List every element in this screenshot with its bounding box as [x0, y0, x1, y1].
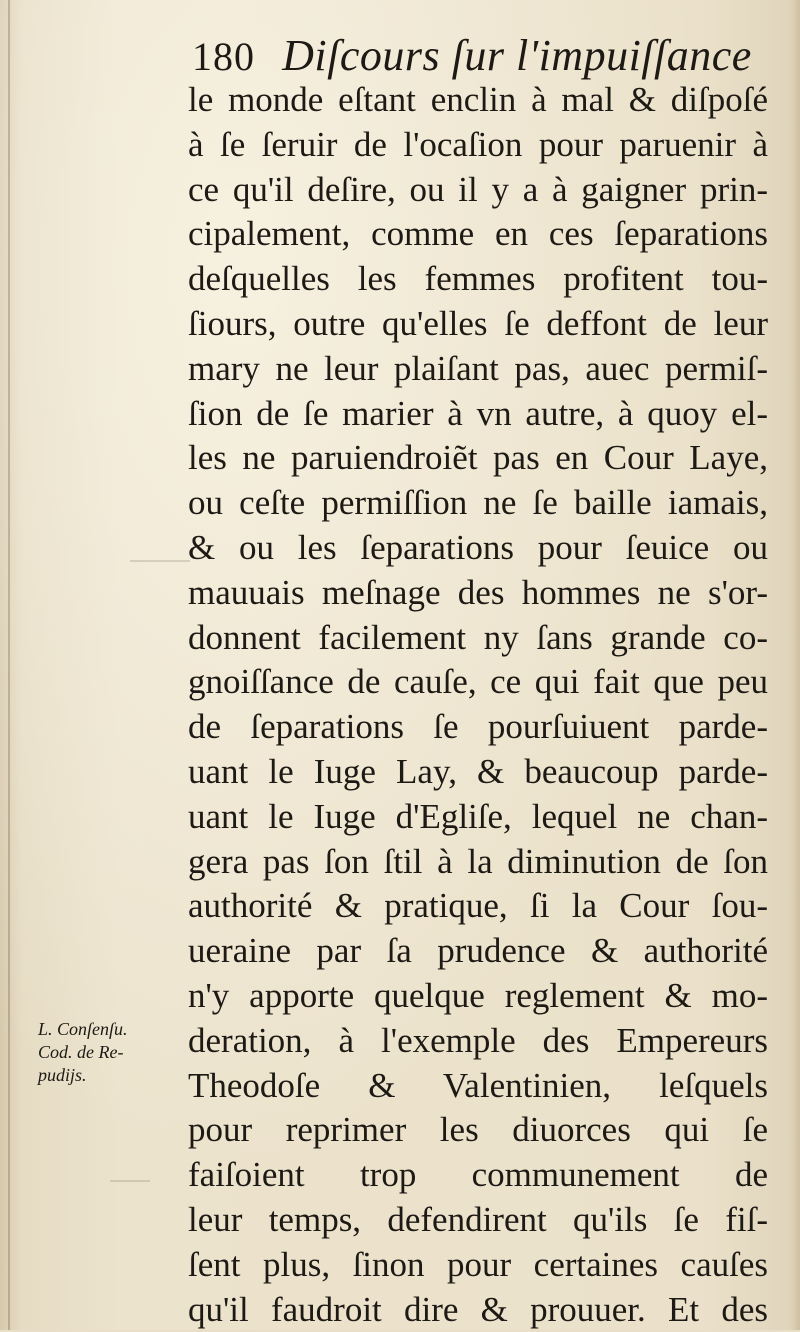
text-line: qu'il faudroit dire & prouuer. Et des: [188, 1289, 768, 1329]
ink-bleed-mark: [130, 560, 190, 562]
text-line: deſquelles les femmes profitent tou-: [188, 259, 768, 299]
text-line: mauuais meſnage des hommes ne s'or-: [188, 572, 768, 612]
text-line: leur temps, defendirent qu'ils ſe fiſ-: [188, 1199, 768, 1239]
text-line: de ſeparations ſe pourſuiuent parde-: [188, 707, 768, 747]
text-line: ſent plus, ſinon pour certaines cauſes: [188, 1244, 768, 1284]
page-number: 180: [192, 34, 255, 79]
text-line: ou ceſte permiſſion ne ſe baille iamais,: [188, 483, 768, 523]
text-line: pour reprimer les diuorces qui ſe: [188, 1110, 768, 1150]
text-line: authorité & pratique, ſi la Cour ſou-: [188, 886, 768, 926]
running-title: Diſcours ſur l'impuiſſance: [282, 31, 752, 80]
text-line: faiſoient trop communement de: [188, 1155, 768, 1195]
text-line: donnent facilement ny ſans grande co-: [188, 617, 768, 657]
text-line: ce qu'il deſire, ou il y a à gaigner prin-: [188, 169, 768, 209]
text-line: le monde eſtant enclin à mal & diſpoſé: [188, 80, 768, 119]
text-line: Theodoſe & Valentinien, leſquels: [188, 1065, 768, 1105]
text-line: cipalement, comme en ces ſeparations: [188, 214, 768, 254]
text-line: uant le Iuge Lay, & beaucoup parde-: [188, 751, 768, 791]
text-line: gera pas ſon ſtil à la diminution de ſon: [188, 841, 768, 881]
text-line: ueraine par ſa prudence & authorité: [188, 931, 768, 971]
text-line: ſiours, outre qu'elles ſe deffont de leur: [188, 303, 768, 343]
text-line: gnoiſſance de cauſe, ce qui fait que peu: [188, 662, 768, 702]
text-line: uant le Iuge d'Egliſe, lequel ne chan-: [188, 796, 768, 836]
marginal-note-line: L. Conſenſu.: [38, 1019, 128, 1039]
page-gutter-edge: [8, 0, 10, 1330]
marginal-note-line: pudijs.: [38, 1065, 87, 1085]
body-text: [188, 78, 768, 1332]
text-line: n'y apporte quelque reglement & mo-: [188, 975, 768, 1015]
marginal-note-line: Cod. de Re-: [38, 1042, 124, 1062]
text-line: mary ne leur plaiſant pas, auec permiſ-: [188, 348, 768, 388]
ink-bleed-mark: [110, 1180, 150, 1182]
text-line: & ou les ſeparations pour ſeuice ou: [188, 527, 768, 567]
text-line: deration, à l'exemple des Empereurs: [188, 1020, 768, 1060]
marginal-note: [38, 1018, 178, 1087]
text-line: à ſe ſeruir de l'ocaſion pour paruenir à: [188, 124, 768, 164]
text-line: ſion de ſe marier à vn autre, à quoy el-: [188, 393, 768, 433]
text-line: les ne paruiendroiẽt pas en Cour Laye,: [188, 438, 768, 478]
